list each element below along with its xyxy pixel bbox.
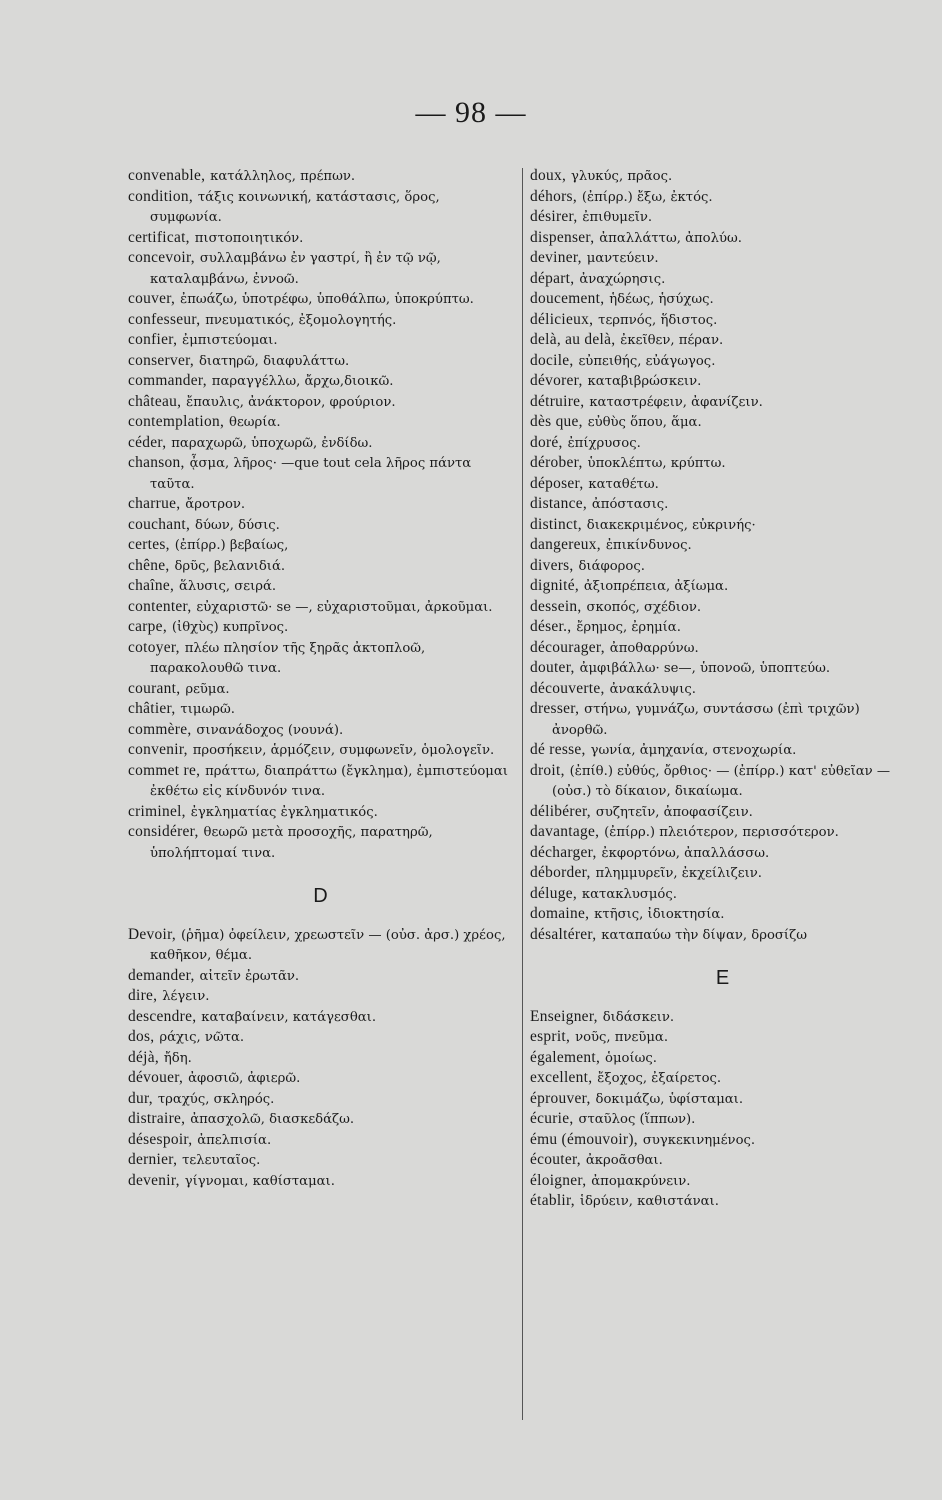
entry-headword: déborder, <box>530 864 591 881</box>
entry-gloss: ἀκροᾶσθαι. <box>585 1153 663 1168</box>
dictionary-entry <box>128 1007 513 1028</box>
entry-gloss: τραχύς, σκληρός. <box>157 1091 275 1107</box>
entry-headword: confier, <box>128 331 178 348</box>
entry-headword: doré, <box>530 433 563 451</box>
dictionary-entry <box>530 1027 915 1048</box>
dictionary-entry <box>530 822 915 843</box>
dictionary-entry <box>530 392 915 413</box>
entry-gloss: πιστοποιητικόν. <box>194 230 304 246</box>
dictionary-entry <box>128 699 513 720</box>
entry-headword: désespoir, <box>128 1130 193 1148</box>
dictionary-entry <box>128 248 513 289</box>
entry-gloss: προσήκειν, ἁρμόζειν, συμφωνεῖν, ὁμολογεῖν. <box>192 743 495 758</box>
dictionary-entry <box>530 1171 915 1192</box>
dictionary-entry <box>128 556 513 577</box>
entry-headword: déluge, <box>530 884 577 902</box>
entry-headword: condition, <box>128 187 193 205</box>
dictionary-entry <box>128 494 513 515</box>
entry-gloss: ἀφοσιῶ, ἀφιερῶ. <box>188 1071 301 1086</box>
dictionary-entry <box>530 1048 915 1069</box>
section-letter-e: E <box>715 967 730 989</box>
dictionary-entry <box>530 412 915 433</box>
entry-headword: chêne, <box>128 556 170 574</box>
dictionary-entry <box>128 1027 513 1048</box>
left-column <box>128 166 513 1191</box>
dictionary-entry <box>128 617 513 638</box>
entry-gloss: ἐπίχρυσος. <box>567 435 641 451</box>
dictionary-entry <box>128 1068 513 1089</box>
dictionary-entry <box>530 351 915 372</box>
entry-gloss: συλλαμβάνω ἐν γαστρί, ἢ ἐν τῷ νῷ, καταλαμβάνω, ἐννοῶ. <box>150 251 441 287</box>
entry-headword: ému (émouvoir), <box>530 1130 638 1148</box>
section-letter-d: D <box>313 885 328 907</box>
page-number: — 98 — <box>415 96 527 129</box>
dictionary-entry <box>530 1068 915 1089</box>
dictionary-entry <box>128 535 513 556</box>
entry-headword: commet re, <box>128 761 201 779</box>
entry-gloss: κατακλυσμός. <box>581 886 677 902</box>
entry-gloss: ἀνακάλυψις. <box>609 681 697 697</box>
dictionary-entry <box>128 740 513 761</box>
entry-headword: douter, <box>530 659 575 676</box>
entries-c <box>128 166 513 863</box>
entry-gloss: ἐπωάζω, ὑποτρέφω, ὑποθάλπω, ὑποκρύπτω. <box>180 292 474 307</box>
dictionary-entry <box>128 392 513 413</box>
entry-gloss: γωνία, ἀμηχανία, στενοχωρία. <box>590 743 797 758</box>
dictionary-entry <box>128 1171 513 1192</box>
entry-headword: convenir, <box>128 741 188 758</box>
entry-gloss: σκοπός, σχέδιον. <box>586 599 702 615</box>
column-divider <box>522 168 523 1420</box>
entry-gloss: διάφορος. <box>578 558 645 574</box>
entry-gloss: ἔρημος, ἐρημία. <box>576 620 681 635</box>
entry-gloss: ρεῦμα. <box>185 681 230 697</box>
dictionary-entry <box>530 1089 915 1110</box>
entry-gloss: ἐπιθυμεῖν. <box>582 210 653 225</box>
dictionary-entry <box>530 1007 915 1028</box>
entry-headword: éprouver, <box>530 1089 591 1107</box>
dictionary-entry <box>128 433 513 454</box>
entry-gloss: πράττω, διαπράττω (ἔγκλημα), ἐμπιστεύομαι ἐκθέτω εἰς κίνδυνόν τινα. <box>150 763 508 799</box>
entry-headword: docile, <box>530 351 574 369</box>
dictionary-entry <box>530 904 915 925</box>
dictionary-entry <box>530 638 915 659</box>
entry-headword: excellent, <box>530 1069 593 1086</box>
entry-gloss: γίγνομαι, καθίσταμαι. <box>184 1173 335 1189</box>
dictionary-entry <box>128 351 513 372</box>
dictionary-entry <box>128 166 513 187</box>
dictionary-entry <box>128 1048 513 1069</box>
entry-gloss: πλημμυρεῖν, ἐκχείλιζειν. <box>595 866 762 881</box>
dictionary-entry <box>530 802 915 823</box>
entry-gloss: ἐκεῖθεν, πέραν. <box>620 333 724 348</box>
entry-headword: droit, <box>530 761 565 779</box>
entry-gloss: ἡδέως, ἡσύχως. <box>609 292 714 307</box>
entry-gloss: (ἰθχὺς) κυπρῖνος. <box>171 620 289 635</box>
dictionary-entry <box>530 1109 915 1130</box>
entry-gloss: αἰτεῖν ἐρωτᾶν. <box>199 968 300 984</box>
dictionary-entry <box>128 1109 513 1130</box>
entry-headword: courant, <box>128 679 181 697</box>
dictionary-entry <box>128 597 513 618</box>
entry-headword: dé resse, <box>530 741 586 758</box>
entry-headword: délibérer, <box>530 802 591 820</box>
entry-gloss: ἔπαυλις, ἀνάκτορον, φρούριον. <box>186 394 396 410</box>
dictionary-entry <box>530 1191 915 1212</box>
entry-headword: contemplation, <box>128 413 225 430</box>
dictionary-entry <box>530 576 915 597</box>
entry-gloss: θεωρία. <box>229 415 281 430</box>
dictionary-entry <box>128 802 513 823</box>
entry-gloss: (ῥῆμα) ὀφείλειν, χρεωστεῖν — (οὐσ. ἀρσ.) χρέος, καθῆκον, θέμα. <box>150 927 506 963</box>
entry-headword: esprit, <box>530 1028 571 1045</box>
entry-headword: distance, <box>530 495 587 512</box>
entry-headword: dos, <box>128 1028 155 1045</box>
dictionary-entry <box>530 371 915 392</box>
entry-gloss: παραχωρῶ, ὑποχωρῶ, ἐνδίδω. <box>171 435 373 451</box>
dictionary-entry <box>128 925 513 966</box>
dictionary-entry <box>530 761 915 802</box>
dictionary-entry <box>530 658 915 679</box>
entry-headword: déposer, <box>530 474 584 492</box>
entry-headword: chanson, <box>128 454 185 471</box>
dictionary-entry <box>530 187 915 208</box>
dictionary-entry <box>530 310 915 331</box>
entry-headword: Devoir, <box>128 925 177 943</box>
dictionary-entry <box>530 289 915 310</box>
entry-headword: concevoir, <box>128 249 195 266</box>
dictionary-entry <box>530 535 915 556</box>
entry-headword: dangereux, <box>530 536 601 553</box>
entry-gloss: μαντεύειν. <box>586 251 659 266</box>
entry-headword: deviner, <box>530 249 582 266</box>
entry-headword: criminel, <box>128 802 186 820</box>
entry-headword: commère, <box>128 720 192 738</box>
entry-gloss: διδάσκειν. <box>602 1009 675 1025</box>
entry-gloss: ἀμφιβάλλω· se—, ὑπονοῶ, ὑποπτεύω. <box>579 661 831 676</box>
entry-gloss: παραγγέλλω, ἄρχω,διοικῶ. <box>211 374 394 389</box>
entry-gloss: (ἐπίρρ.) βεβαίως, <box>174 538 289 553</box>
dictionary-entry <box>530 597 915 618</box>
entry-headword: doucement, <box>530 290 605 307</box>
entry-gloss: ἀπομακρύνειν. <box>591 1173 691 1189</box>
dictionary-entry <box>530 925 915 946</box>
entry-gloss: τιμωρῶ. <box>180 702 235 717</box>
entry-gloss: συγκεκινημένος. <box>642 1132 756 1148</box>
entry-headword: découverte, <box>530 679 605 697</box>
entry-gloss: τελευταῖος. <box>182 1153 261 1168</box>
right-column <box>530 166 915 1212</box>
entry-gloss: καταστρέφειν, ἀφανίζειν. <box>589 394 763 410</box>
entry-gloss: ἐγκληματίας ἐγκληματικός. <box>190 804 378 820</box>
entry-headword: dévouer, <box>128 1069 184 1086</box>
dictionary-entry <box>128 638 513 679</box>
entry-gloss: κατάλληλος, πρέπων. <box>210 169 356 184</box>
dictionary-entry <box>530 269 915 290</box>
dictionary-entry <box>530 248 915 269</box>
dictionary-entry <box>128 720 513 741</box>
entry-headword: désirer, <box>530 208 578 225</box>
entry-gloss: δύων, δύσις. <box>195 517 280 533</box>
entry-headword: Enseigner, <box>530 1007 598 1025</box>
dictionary-entry <box>530 166 915 187</box>
entry-headword: devenir, <box>128 1171 180 1189</box>
entry-headword: dessein, <box>530 597 582 615</box>
entry-gloss: ἀποθαρρύνω. <box>609 640 699 656</box>
entry-gloss: (ἐπίρρ.) ἔξω, ἐκτός. <box>581 189 713 205</box>
dictionary-entry <box>128 228 513 249</box>
entry-gloss: ἅλυσις, σειρά. <box>179 579 277 594</box>
entry-headword: couchant, <box>128 515 191 533</box>
dictionary-entry <box>530 330 915 351</box>
entry-headword: éloigner, <box>530 1171 587 1189</box>
entry-gloss: ἐμπιστεύομαι. <box>182 333 278 348</box>
entry-headword: dévorer, <box>530 372 583 389</box>
entry-gloss: ἄροτρον. <box>185 497 246 512</box>
dictionary-entry <box>530 1130 915 1151</box>
entry-headword: couver, <box>128 290 176 307</box>
entry-headword: certificat, <box>128 228 190 246</box>
entry-headword: commander, <box>128 372 207 389</box>
dictionary-entry <box>128 576 513 597</box>
entry-gloss: ἐκφορτόνω, ἀπαλλάσσω. <box>601 845 770 861</box>
entry-headword: délicieux, <box>530 310 594 328</box>
entries-d <box>128 925 513 1192</box>
dictionary-entry <box>530 433 915 454</box>
entry-headword: conserver, <box>128 351 195 369</box>
dictionary-entry <box>128 1150 513 1171</box>
entry-gloss: ἀναχώρησις. <box>579 271 666 287</box>
entry-headword: contenter, <box>128 597 192 615</box>
entry-gloss: διακεκριμένος, εὐκρινής· <box>586 517 756 533</box>
dictionary-entry <box>530 1150 915 1171</box>
entry-headword: écurie, <box>530 1110 574 1127</box>
entry-headword: dignité, <box>530 577 579 594</box>
entry-gloss: τάξις κοινωνική, κατάστασις, ὅρος, συμφωνία. <box>150 189 440 225</box>
entry-headword: descendre, <box>128 1007 197 1025</box>
dictionary-entry <box>128 453 513 494</box>
entry-headword: également, <box>530 1048 601 1066</box>
entry-headword: distinct, <box>530 515 582 533</box>
entry-gloss: ἱδρύειν, καθιστάναι. <box>579 1194 719 1209</box>
entry-gloss: (ἐπίρρ.) πλειότερον, περισσότερον. <box>604 825 839 840</box>
entry-headword: doux, <box>530 167 567 184</box>
entry-headword: décourager, <box>530 638 605 656</box>
entry-gloss: ἔξοχος, ἐξαίρετος. <box>597 1071 722 1086</box>
entry-headword: delà, au delà, <box>530 331 616 348</box>
entry-gloss: ἀξιοπρέπεια, ἀξίωμα. <box>583 579 729 594</box>
dictionary-entry <box>530 207 915 228</box>
entry-headword: dès que, <box>530 413 583 430</box>
entry-gloss: ἀπελπισία. <box>197 1132 272 1148</box>
entry-headword: considérer, <box>128 823 199 840</box>
entry-headword: distraire, <box>128 1110 186 1127</box>
dictionary-entry <box>128 515 513 536</box>
entry-headword: détruire, <box>530 392 585 410</box>
entries-d-continued <box>530 166 915 945</box>
entry-gloss: σινανάδοχος (νουνά). <box>196 722 344 738</box>
entry-headword: déjà, <box>128 1048 159 1066</box>
entry-headword: dérober, <box>530 454 583 471</box>
entry-gloss: ᾆσμα, λῆρος· —que tout cela λῆρος πάντα ταῦτα. <box>150 456 472 492</box>
entry-headword: écouter, <box>530 1151 581 1168</box>
entry-headword: convenable, <box>128 167 206 184</box>
dictionary-entry <box>128 679 513 700</box>
dictionary-entry <box>128 966 513 987</box>
entry-gloss: θεωρῶ μετὰ προσοχῆς, παρατηρῶ, ὑπολήπτομαί τινα. <box>150 825 433 861</box>
dictionary-entry <box>128 187 513 228</box>
entries-e <box>530 1007 915 1212</box>
dictionary-entry <box>530 884 915 905</box>
entry-headword: décharger, <box>530 843 597 861</box>
entry-gloss: ἀπόστασις. <box>591 497 669 512</box>
entry-headword: confesseur, <box>128 310 201 328</box>
entry-headword: chaîne, <box>128 577 175 594</box>
entry-headword: dur, <box>128 1089 153 1107</box>
entry-headword: carpe, <box>128 618 167 635</box>
entry-gloss: εὐθὺς ὅπου, ἅμα. <box>587 415 702 430</box>
entry-headword: cotoyer, <box>128 638 180 656</box>
dictionary-entry <box>128 822 513 863</box>
dictionary-entry <box>128 412 513 433</box>
entry-headword: divers, <box>530 556 574 574</box>
entry-headword: certes, <box>128 536 170 553</box>
entry-headword: domaine, <box>530 905 590 922</box>
entry-gloss: νοῦς, πνεῦμα. <box>575 1030 669 1045</box>
dictionary-entry <box>530 474 915 495</box>
entry-gloss: ἀπασχολῶ, διασκεδάζω. <box>190 1112 355 1127</box>
entry-gloss: ὑποκλέπτω, κρύπτω. <box>587 456 726 471</box>
entry-gloss: ἤδη. <box>163 1050 192 1066</box>
dictionary-entry <box>128 1089 513 1110</box>
entry-headword: dernier, <box>128 1151 178 1168</box>
dictionary-entry <box>128 330 513 351</box>
entry-headword: établir, <box>530 1192 575 1209</box>
entry-headword: déhors, <box>530 187 577 205</box>
dictionary-entry <box>128 289 513 310</box>
entry-headword: châtier, <box>128 700 176 717</box>
dictionary-entry <box>128 986 513 1007</box>
entry-gloss: καταπαύω τὴν δίψαν, δροσίζω <box>601 927 808 943</box>
dictionary-entry <box>530 228 915 249</box>
entry-gloss: τερπνός, ἥδιστος. <box>598 312 718 328</box>
entry-headword: dire, <box>128 987 158 1004</box>
dictionary-entry <box>128 310 513 331</box>
entry-gloss: δρῦς, βελανιδιά. <box>174 558 286 574</box>
dictionary-entry <box>128 761 513 802</box>
dictionary-entry <box>530 679 915 700</box>
entry-gloss: σταῦλος (ἵππων). <box>578 1112 696 1127</box>
entry-gloss: συζητεῖν, ἀποφασίζειν. <box>595 804 753 820</box>
entry-headword: dresser, <box>530 700 580 717</box>
entry-gloss: πνευματικός, ἐξομολογητής. <box>205 312 397 328</box>
entry-headword: charrue, <box>128 495 181 512</box>
entry-gloss: καταβιβρώσκειν. <box>587 374 702 389</box>
entry-headword: céder, <box>128 433 167 451</box>
dictionary-entry <box>530 556 915 577</box>
entry-headword: départ, <box>530 269 575 287</box>
dictionary-entry <box>128 371 513 392</box>
entry-headword: désaltérer, <box>530 925 597 943</box>
entry-gloss: λέγειν. <box>162 989 210 1004</box>
entry-headword: davantage, <box>530 823 600 840</box>
entry-gloss: στήνω, γυμνάζω, συντάσσω (ἐπὶ τριχῶν) ἀνορθῶ. <box>552 702 860 738</box>
dictionary-entry <box>128 1130 513 1151</box>
entry-gloss: κτῆσις, ἰδιοκτησία. <box>594 907 725 922</box>
dictionary-entry <box>530 863 915 884</box>
entry-headword: déser., <box>530 618 572 635</box>
entry-gloss: (ἐπίθ.) εὐθύς, ὄρθιος· — (ἐπίρρ.) κατ' εὐθεῖαν — (οὐσ.) τὸ δίκαιον, δικαίωμα. <box>552 763 891 799</box>
entry-gloss: εὐχαριστῶ· se —, εὐχαριστοῦμαι, ἀρκοῦμαι. <box>196 599 493 615</box>
entry-gloss: ἀπαλλάττω, ἀπολύω. <box>599 230 742 246</box>
dictionary-entry <box>530 494 915 515</box>
entry-gloss: ἐπικίνδυνος. <box>605 538 692 553</box>
entry-headword: dispenser, <box>530 228 595 246</box>
entry-headword: château, <box>128 392 182 410</box>
dictionary-entry <box>530 699 915 740</box>
entry-gloss: ὁμοίως. <box>605 1050 657 1066</box>
entry-gloss: καταβαίνειν, κατάγεσθαι. <box>201 1009 377 1025</box>
dictionary-entry <box>530 740 915 761</box>
entry-gloss: δοκιμάζω, ὑφίσταμαι. <box>595 1091 744 1107</box>
entry-gloss: πλέω πλησίον τῆς ξηρᾶς ἀκτοπλοῶ, παρακολουθῶ τινα. <box>150 640 426 676</box>
entry-headword: demander, <box>128 966 195 984</box>
dictionary-entry <box>530 843 915 864</box>
entry-gloss: διατηρῶ, διαφυλάττω. <box>198 353 350 369</box>
dictionary-entry <box>530 453 915 474</box>
dictionary-entry <box>530 515 915 536</box>
entry-gloss: ράχις, νῶτα. <box>159 1030 245 1045</box>
entry-gloss: καταθέτω. <box>588 476 659 492</box>
entry-gloss: γλυκύς, πρᾶος. <box>571 169 673 184</box>
entry-gloss: εὐπειθής, εὐάγωγος. <box>578 353 716 369</box>
dictionary-entry <box>530 617 915 638</box>
